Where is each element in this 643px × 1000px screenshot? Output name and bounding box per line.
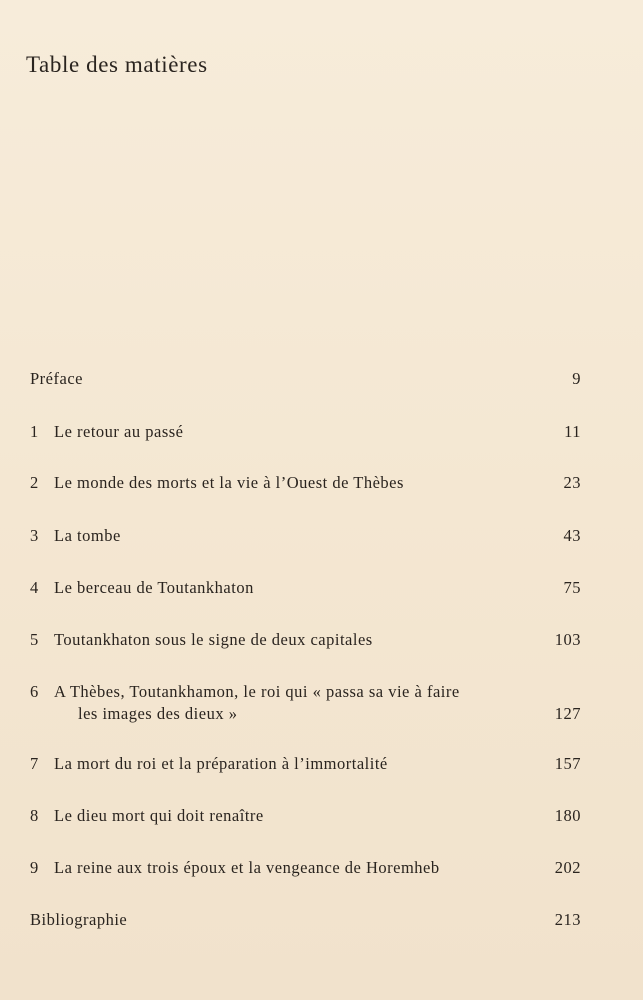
toc-entry-number: 9 [30,858,39,877]
toc-entry-page: 213 [554,910,581,929]
toc-entry-title: Le dieu mort qui doit renaître [54,806,264,825]
toc-entry-title: La tombe [54,526,121,545]
toc-entry-title: La reine aux trois époux et la vengeance de Horemheb [54,858,440,877]
toc-entry-page: 202 [554,858,581,877]
toc-entry-number: 7 [30,754,39,773]
toc-entry-page: 43 [563,526,581,545]
toc-entry-number: 8 [30,806,39,825]
toc-entry-title: La mort du roi et la préparation à l’immortalité [54,754,388,773]
toc-entry-page: 180 [554,806,581,825]
toc-entry-title: Le berceau de Toutankhaton [54,578,254,597]
toc-entry-page: 9 [572,369,581,388]
toc-entry-number: 6 [30,682,39,701]
toc-entry-title [54,681,460,725]
toc-entry-page: 75 [563,578,581,597]
toc-entry-title: Toutankhaton sous le signe de deux capitales [54,630,373,649]
page-title: Table des matières [26,52,208,77]
toc-entry-number: 1 [30,422,39,441]
toc-entry-title: Préface [30,369,83,388]
toc-entry-page: 157 [554,754,581,773]
toc-entry-title-line1: A Thèbes, Toutankhamon, le roi qui « passa sa vie à faire [54,682,460,701]
toc-entry-number: 2 [30,473,39,492]
toc-entry-number: 3 [30,526,39,545]
toc-entry-page: 103 [554,630,581,649]
toc-entry-page: 23 [563,473,581,492]
toc-entry-page: 11 [564,422,581,441]
toc-entry-page: 127 [554,704,581,723]
toc-entry-title: Le retour au passé [54,422,184,441]
toc-entry-number: 4 [30,578,39,597]
toc-entry-title: Bibliographie [30,910,128,929]
toc-entry-title-line2: les images des dieux » [78,704,238,723]
toc-entry-title: Le monde des morts et la vie à l’Ouest de Thèbes [54,473,404,492]
toc-entry-number: 5 [30,630,39,649]
